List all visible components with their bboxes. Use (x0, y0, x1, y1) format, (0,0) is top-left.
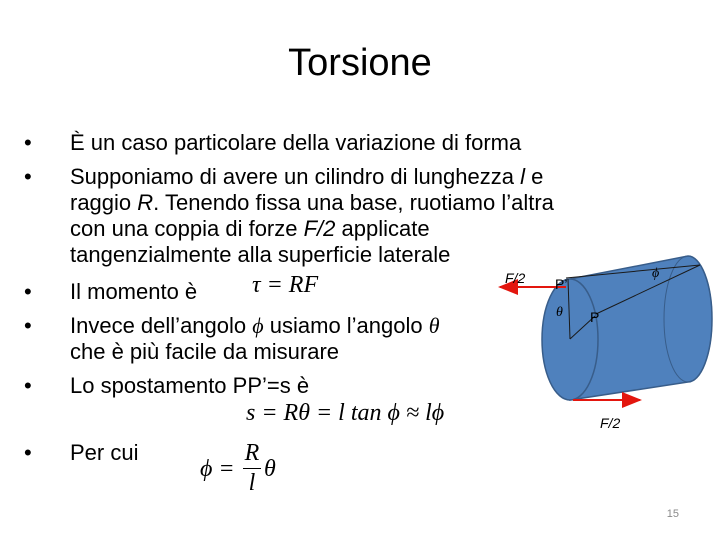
bullet-marker: • (24, 440, 32, 465)
displacement-equation: s = Rθ = l tan ϕ ≈ lϕ (246, 400, 445, 426)
force-label-bottom: F/2 (600, 415, 621, 431)
text-e: e (524, 164, 544, 189)
slide-title: Torsione (288, 42, 432, 84)
bullet-4-line-2: che è più facile da misurare (70, 339, 340, 364)
force-label-top: F/2 (505, 270, 526, 286)
page-number: 15 (666, 508, 679, 520)
phi-equation-lhs: ϕ = (200, 456, 235, 482)
text-usiamo: usiamo l’angolo (263, 313, 429, 338)
bullet-marker: • (24, 313, 32, 338)
cylinder-front-face (542, 279, 598, 400)
var-R: R (137, 190, 154, 215)
phi-angle-label: ϕ (652, 266, 660, 281)
var-l: l (520, 164, 525, 189)
bullet-2-text: Supponiamo di avere un cilindro di lunghezza (70, 164, 521, 189)
bullet-5-text: Lo spostamento PP’=s è (70, 373, 310, 398)
phi-equation-denominator: l (248, 470, 256, 496)
bullet-6-text: Per cui (70, 440, 139, 465)
point-p-prime-label: P’ (555, 276, 568, 292)
text-coppia: con una coppia di forze (70, 216, 304, 241)
text-tenendo: . Tenendo fissa una base, ruotiamo l’altra (153, 190, 554, 215)
point-p-label: P (590, 309, 600, 325)
bullet-2-line-4: tangenzialmente alla superficie laterale (70, 242, 451, 267)
bullet-1-text: È un caso particolare della variazione di forma (70, 130, 522, 155)
phi-equation-numerator: R (244, 440, 260, 466)
text-raggio: raggio (70, 190, 138, 215)
bullet-3-text: Il momento è (70, 279, 198, 304)
phi-symbol: ϕ (252, 313, 264, 338)
bullet-4-text: Invece dell’angolo (70, 313, 253, 338)
torque-equation: τ = RF (252, 272, 319, 298)
bullet-marker: • (24, 130, 32, 155)
bullet-marker: • (24, 373, 32, 398)
theta-symbol: θ (428, 313, 440, 338)
text-applicate: applicate (335, 216, 430, 241)
bullet-marker: • (24, 164, 32, 189)
bullet-marker: • (24, 279, 32, 304)
phi-equation-rhs: θ (264, 456, 276, 482)
theta-angle-label: θ (556, 305, 563, 320)
var-F2: F/2 (303, 216, 336, 241)
